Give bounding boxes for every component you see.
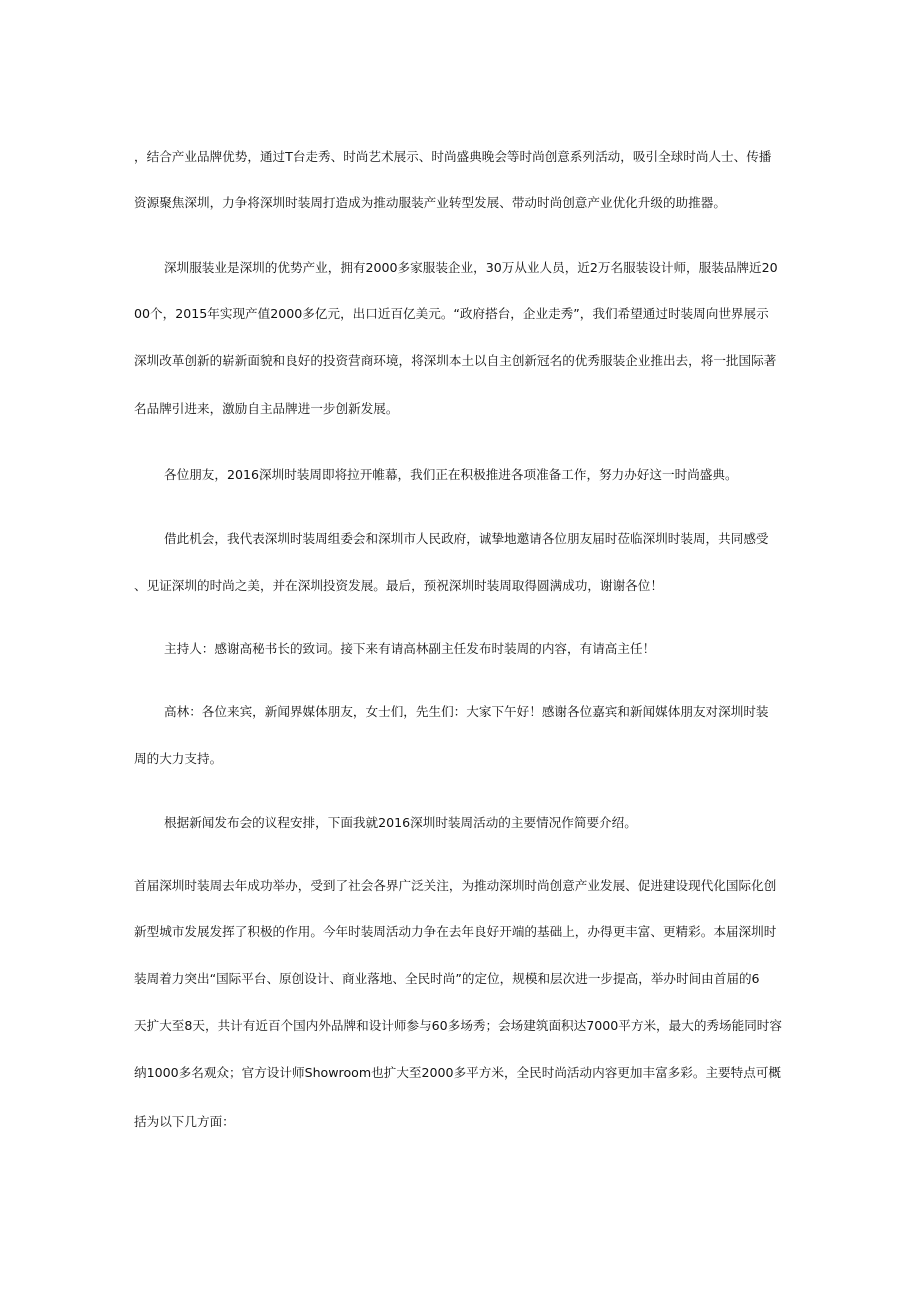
- paragraph-8-line-6: 括为以下几方面：: [134, 1114, 235, 1129]
- paragraph-8-line-3: 装周着力突出“国际平台、原创设计、商业落地、全民时尚”的定位，规模和层次进一步提高，举办时间由首届的6: [134, 971, 760, 986]
- paragraph-8-line-2: 新型城市发展发挥了积极的作用。今年时装周活动力争在去年良好开端的基础上，办得更丰富、更精彩。本届深圳时: [134, 924, 777, 939]
- paragraph-3-line-1: 各位朋友，2016深圳时装周即将拉开帷幕，我们正在积极推进各项准备工作，努力办好这一时尚盛典。: [164, 467, 738, 482]
- paragraph-2-line-2: 00个，2015年实现产值2000多亿元，出口近百亿美元。“政府搭台，企业走秀”，我们希望通过时装周向世界展示: [134, 306, 769, 321]
- paragraph-4-line-2: 、见证深圳的时尚之美，并在深圳投资发展。最后，预祝深圳时装周取得圆满成功，谢谢各位！: [134, 578, 663, 593]
- paragraph-2-line-3: 深圳改革创新的崭新面貌和良好的投资营商环境，将深圳本土以自主创新冠名的优秀服装企业推出去，将一批国际著: [134, 353, 777, 368]
- paragraph-6-line-2: 周的大力支持。: [134, 751, 223, 766]
- paragraph-7-line-1: 根据新闻发布会的议程安排，下面我就2016深圳时装周活动的主要情况作简要介绍。: [164, 815, 637, 830]
- paragraph-2-line-4: 名品牌引进来，激励自主品牌进一步创新发展。: [134, 401, 399, 416]
- paragraph-1-line-1: ，结合产业品牌优势，通过T台走秀、时尚艺术展示、时尚盛典晚会等时尚创意系列活动，吸引全球时尚人士、传播: [134, 149, 772, 164]
- paragraph-6-line-1: 高林：各位来宾，新闻界媒体朋友，女士们，先生们：大家下午好！感谢各位嘉宾和新闻媒体朋友对深圳时装: [164, 704, 769, 719]
- paragraph-1-line-2: 资源聚焦深圳，力争将深圳时装周打造成为推动服装产业转型发展、带动时尚创意产业优化升级的助推器。: [134, 195, 726, 210]
- paragraph-8-line-4: 天扩大至8天，共计有近百个国内外品牌和设计师参与60多场秀；会场建筑面积达7000平方米，最大的秀场能同时容: [134, 1018, 782, 1033]
- paragraph-5-line-1: 主持人：感谢高秘书长的致词。接下来有请高林副主任发布时装周的内容，有请高主任！: [164, 641, 656, 656]
- paragraph-2-line-1: 深圳服装业是深圳的优势产业，拥有2000多家服装企业，30万从业人员，近2万名服装设计师，服装品牌近20: [164, 260, 778, 275]
- paragraph-4-line-1: 借此机会，我代表深圳时装周组委会和深圳市人民政府，诚挚地邀请各位朋友届时莅临深圳时装周，共同感受: [164, 531, 769, 546]
- paragraph-8-line-1: 首届深圳时装周去年成功举办，受到了社会各界广泛关注，为推动深圳时尚创意产业发展、促进建设现代化国际化创: [134, 878, 777, 893]
- paragraph-8-line-5: 纳1000多名观众；官方设计师Showroom也扩大至2000多平方米，全民时尚活动内容更加丰富多彩。主要特点可概: [134, 1065, 782, 1080]
